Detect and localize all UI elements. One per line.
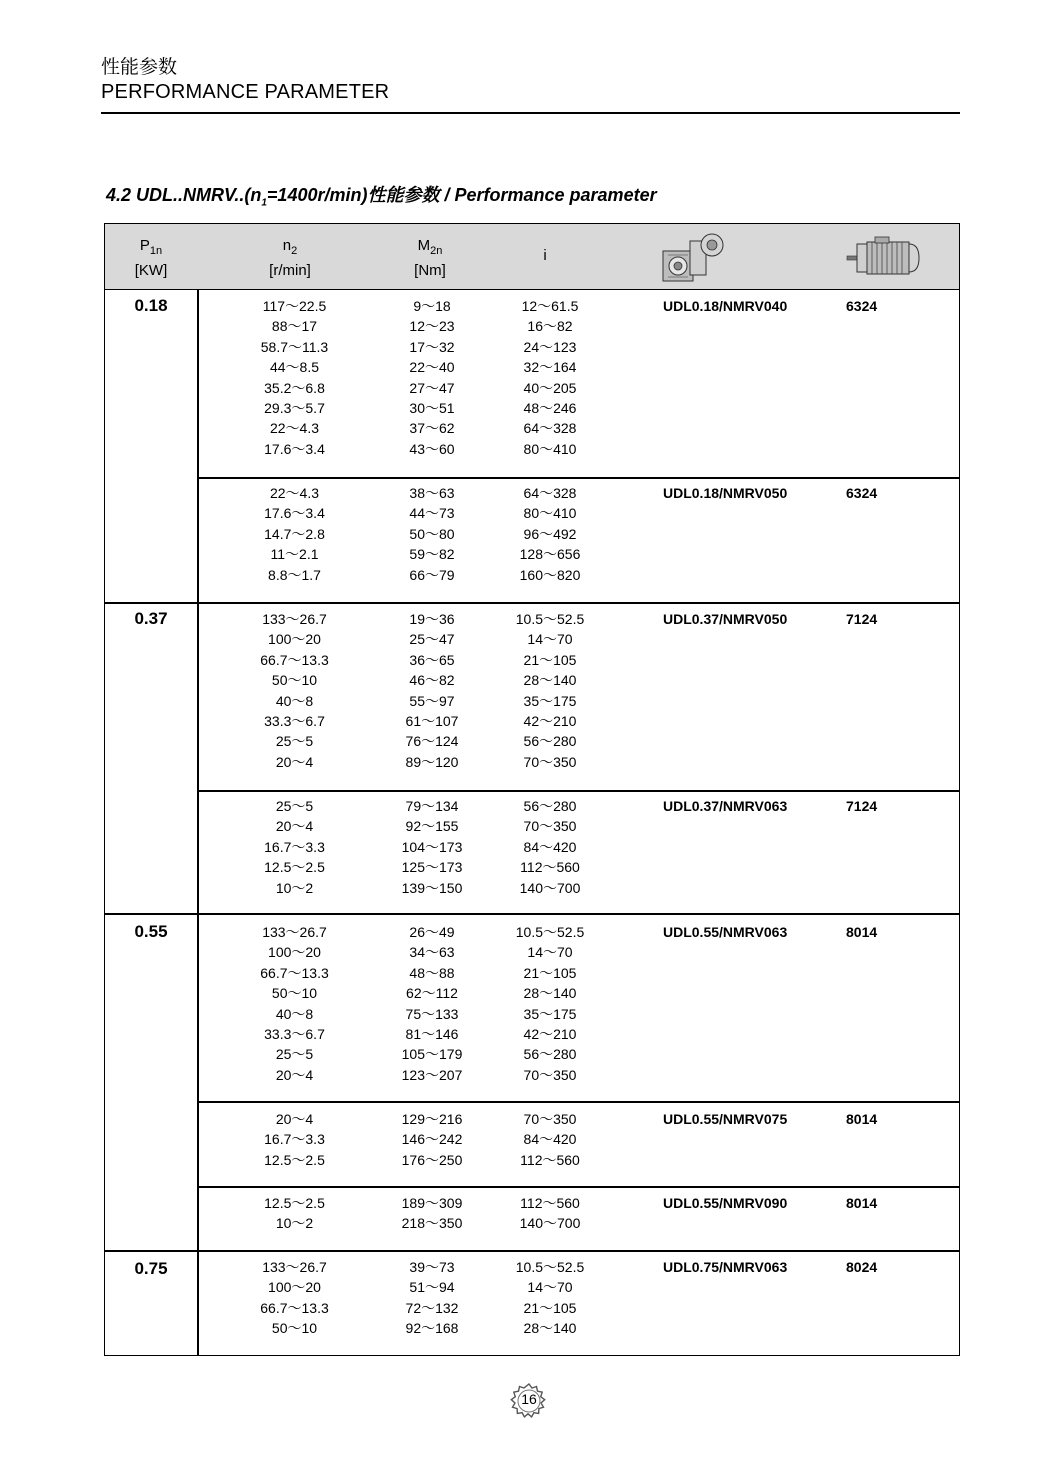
model-code: UDL0.55/NMRV075 bbox=[663, 1111, 788, 1127]
cell-value: 89～120 bbox=[405, 753, 459, 770]
cell-value: 25～5 bbox=[275, 1046, 314, 1063]
header-title-en: PERFORMANCE PARAMETER bbox=[101, 81, 390, 103]
cell-value: 29.3～5.7 bbox=[264, 400, 325, 417]
cell-value: 9～18 bbox=[413, 298, 451, 314]
model-code: UDL0.37/NMRV063 bbox=[663, 798, 788, 814]
group-divider bbox=[105, 1250, 959, 1252]
performance-table bbox=[104, 223, 960, 1356]
cell-value: 36～65 bbox=[409, 651, 455, 668]
cell-value: 51～94 bbox=[409, 1279, 455, 1296]
speed-values bbox=[237, 1193, 352, 1234]
motor-code: 8024 bbox=[846, 1259, 878, 1275]
cell-value: 92～155 bbox=[405, 818, 459, 835]
cell-value: 66～79 bbox=[409, 566, 455, 583]
power-value: 0.18 bbox=[134, 296, 168, 315]
cell-value: 72～132 bbox=[405, 1299, 459, 1316]
cell-value: 14.7～2.8 bbox=[264, 525, 325, 542]
cell-value: 50～80 bbox=[409, 525, 455, 542]
speed-values bbox=[237, 796, 352, 898]
cell-value: 12.5～2.5 bbox=[264, 1195, 325, 1211]
cell-value: 17～32 bbox=[409, 338, 455, 355]
header-torque-main: M bbox=[417, 237, 431, 254]
speed-values bbox=[237, 483, 352, 585]
row-divider bbox=[197, 477, 959, 479]
section-title-prefix: 4.2 UDL..NMRV..(n bbox=[106, 185, 262, 205]
cell-value: 25～5 bbox=[275, 733, 314, 750]
cell-value: 37～62 bbox=[409, 420, 455, 437]
cell-value: 10.5～52.5 bbox=[515, 1259, 585, 1275]
cell-value: 40～8 bbox=[275, 692, 314, 709]
ratio-values bbox=[495, 296, 605, 459]
section-title-tail: / Performance parameter bbox=[439, 185, 657, 205]
cell-value: 16.7～3.3 bbox=[264, 1131, 325, 1148]
cell-value: 42～210 bbox=[523, 1026, 577, 1043]
cell-value: 70～350 bbox=[523, 753, 577, 770]
cell-value: 140～700 bbox=[519, 1215, 581, 1232]
header-power-unit: [KW] bbox=[134, 262, 168, 279]
torque-values bbox=[377, 483, 487, 585]
motor-code: 8014 bbox=[846, 1195, 878, 1211]
ratio-values bbox=[495, 483, 605, 585]
cell-value: 66.7～13.3 bbox=[260, 651, 329, 668]
motor-code: 8014 bbox=[846, 1111, 878, 1127]
row-divider bbox=[197, 1101, 959, 1103]
cell-value: 100～20 bbox=[268, 631, 321, 648]
cell-value: 123～207 bbox=[401, 1066, 463, 1083]
cell-value: 189～309 bbox=[401, 1195, 463, 1211]
model-code: UDL0.18/NMRV050 bbox=[663, 485, 788, 501]
cell-value: 70～350 bbox=[523, 1066, 577, 1083]
cell-value: 160～820 bbox=[519, 566, 581, 583]
cell-value: 48～246 bbox=[523, 400, 577, 417]
model-code: UDL0.37/NMRV050 bbox=[663, 611, 788, 627]
header-torque-sub: 2n bbox=[430, 245, 443, 257]
cell-value: 40～205 bbox=[523, 379, 577, 396]
cell-value: 81～146 bbox=[405, 1026, 459, 1043]
cell-value: 35～175 bbox=[523, 1005, 577, 1022]
cell-value: 100～20 bbox=[268, 944, 321, 961]
speed-values bbox=[237, 609, 352, 772]
cell-value: 96～492 bbox=[523, 525, 577, 542]
torque-values bbox=[377, 609, 487, 772]
cell-value: 58.7～11.3 bbox=[260, 338, 329, 355]
torque-values bbox=[377, 1193, 487, 1234]
cell-value: 70～350 bbox=[523, 1111, 577, 1127]
cell-value: 80～410 bbox=[523, 505, 577, 522]
header-title-cn: 性能参数 bbox=[101, 56, 178, 78]
cell-value: 66.7～13.3 bbox=[260, 1299, 329, 1316]
cell-value: 62～112 bbox=[406, 985, 458, 1002]
group-divider bbox=[105, 602, 959, 604]
cell-value: 59～82 bbox=[409, 546, 455, 563]
torque-values bbox=[377, 1109, 487, 1170]
section-title bbox=[106, 181, 657, 209]
row-divider bbox=[197, 790, 959, 792]
cell-value: 25～47 bbox=[409, 631, 455, 648]
cell-value: 100～20 bbox=[268, 1279, 321, 1296]
header-speed-main: n bbox=[282, 237, 292, 254]
cell-value: 146～242 bbox=[401, 1131, 463, 1148]
cell-value: 92～168 bbox=[405, 1320, 459, 1337]
section-title-cn: 性能参数 bbox=[367, 185, 440, 206]
torque-values bbox=[377, 796, 487, 898]
cell-value: 11～2.1 bbox=[270, 546, 319, 563]
cell-value: 139～150 bbox=[401, 879, 463, 896]
model-code: UDL0.75/NMRV063 bbox=[663, 1259, 788, 1275]
cell-value: 22～4.3 bbox=[269, 485, 320, 501]
motor-code: 8014 bbox=[846, 924, 878, 940]
cell-value: 20～4 bbox=[275, 1066, 314, 1083]
header-torque bbox=[375, 236, 485, 281]
cell-value: 50～10 bbox=[271, 985, 318, 1002]
cell-value: 43～60 bbox=[409, 440, 455, 457]
speed-values bbox=[237, 1257, 352, 1339]
section-title-suffix: =1400r/min) bbox=[266, 185, 368, 205]
cell-value: 70～350 bbox=[523, 818, 577, 835]
power-column-divider bbox=[197, 290, 199, 1355]
ratio-values bbox=[495, 1257, 605, 1339]
cell-value: 42～210 bbox=[523, 713, 577, 730]
cell-value: 56～280 bbox=[523, 733, 577, 750]
cell-value: 10.5～52.5 bbox=[515, 611, 585, 627]
ratio-values bbox=[495, 1109, 605, 1170]
cell-value: 34～63 bbox=[409, 944, 455, 961]
cell-value: 133～26.7 bbox=[262, 1259, 327, 1275]
torque-values bbox=[377, 1257, 487, 1339]
cell-value: 27～47 bbox=[409, 379, 455, 396]
cell-value: 20～4 bbox=[275, 1111, 314, 1127]
cell-value: 16～82 bbox=[527, 318, 573, 335]
cell-value: 12.5～2.5 bbox=[264, 1151, 325, 1168]
cell-value: 24～123 bbox=[523, 338, 577, 355]
section-title-sub: 1 bbox=[261, 197, 267, 209]
cell-value: 88～17 bbox=[271, 318, 318, 335]
cell-value: 112～560 bbox=[520, 1195, 580, 1211]
page-number: 16 bbox=[521, 1391, 537, 1407]
cell-value: 48～88 bbox=[409, 964, 455, 981]
cell-value: 40～8 bbox=[275, 1005, 314, 1022]
cell-value: 133～26.7 bbox=[262, 611, 327, 627]
cell-value: 30～51 bbox=[409, 400, 455, 417]
speed-values bbox=[237, 1109, 352, 1170]
cell-value: 56～280 bbox=[523, 798, 577, 814]
cell-value: 12～61.5 bbox=[521, 298, 579, 314]
cell-value: 112～560 bbox=[520, 1151, 580, 1168]
cell-value: 39～73 bbox=[409, 1259, 455, 1275]
cell-value: 8.8～1.7 bbox=[268, 566, 321, 583]
cell-value: 44～8.5 bbox=[269, 359, 320, 376]
cell-value: 105～179 bbox=[401, 1046, 463, 1063]
cell-value: 46～82 bbox=[409, 672, 455, 689]
cell-value: 218～350 bbox=[401, 1215, 463, 1232]
cell-value: 79～134 bbox=[405, 798, 459, 814]
header-ratio: i bbox=[543, 247, 547, 264]
speed-values bbox=[237, 922, 352, 1085]
cell-value: 66.7～13.3 bbox=[260, 964, 329, 981]
cell-value: 35～175 bbox=[523, 692, 577, 709]
motor-code: 6324 bbox=[846, 485, 878, 501]
cell-value: 21～105 bbox=[523, 1299, 577, 1316]
cell-value: 17.6～3.4 bbox=[264, 440, 325, 457]
cell-value: 125～173 bbox=[401, 859, 463, 876]
cell-value: 26～49 bbox=[409, 924, 455, 940]
cell-value: 104～173 bbox=[401, 838, 463, 855]
table-header bbox=[105, 224, 959, 290]
cell-value: 75～133 bbox=[405, 1005, 459, 1022]
cell-value: 128～656 bbox=[519, 546, 581, 563]
cell-value: 50～10 bbox=[271, 1320, 318, 1337]
cell-value: 21～105 bbox=[523, 964, 577, 981]
cell-value: 44～73 bbox=[409, 505, 455, 522]
cell-value: 140～700 bbox=[519, 879, 581, 896]
cell-value: 32～164 bbox=[523, 359, 577, 376]
cell-value: 10～2 bbox=[275, 879, 314, 896]
cell-value: 14～70 bbox=[527, 1279, 573, 1296]
torque-values bbox=[377, 296, 487, 459]
header-speed-unit: [r/min] bbox=[269, 262, 311, 279]
cell-value: 10～2 bbox=[275, 1215, 314, 1232]
model-code: UDL0.18/NMRV040 bbox=[663, 298, 788, 314]
ratio-values bbox=[495, 796, 605, 898]
header-torque-unit: [Nm] bbox=[414, 262, 446, 279]
cell-value: 84～420 bbox=[523, 1131, 577, 1148]
cell-value: 10.5～52.5 bbox=[515, 924, 585, 940]
power-value: 0.55 bbox=[134, 922, 168, 941]
cell-value: 12.5～2.5 bbox=[264, 859, 325, 876]
cell-value: 64～328 bbox=[523, 420, 577, 437]
cell-value: 35.2～6.8 bbox=[264, 379, 325, 396]
cell-value: 129～216 bbox=[401, 1111, 463, 1127]
cell-value: 84～420 bbox=[523, 838, 577, 855]
motor-code: 6324 bbox=[846, 298, 878, 314]
header-power bbox=[105, 236, 197, 281]
cell-value: 64～328 bbox=[523, 485, 577, 501]
cell-value: 17.6～3.4 bbox=[264, 505, 325, 522]
ratio-values bbox=[495, 922, 605, 1085]
cell-value: 80～410 bbox=[523, 440, 577, 457]
cell-value: 50～10 bbox=[271, 672, 318, 689]
cell-value: 14～70 bbox=[527, 944, 573, 961]
ratio-values bbox=[495, 1193, 605, 1234]
cell-value: 28～140 bbox=[523, 985, 577, 1002]
motor-code: 7124 bbox=[846, 798, 878, 814]
model-code: UDL0.55/NMRV090 bbox=[663, 1195, 788, 1211]
cell-value: 56～280 bbox=[523, 1046, 577, 1063]
ratio-values bbox=[495, 609, 605, 772]
cell-value: 20～4 bbox=[275, 753, 314, 770]
page-number-badge bbox=[510, 1382, 548, 1420]
cell-value: 176～250 bbox=[401, 1151, 463, 1168]
cell-value: 55～97 bbox=[409, 692, 455, 709]
header-speed bbox=[235, 236, 345, 281]
cell-value: 22～4.3 bbox=[269, 420, 320, 437]
cell-value: 38～63 bbox=[409, 485, 455, 501]
power-value: 0.37 bbox=[134, 609, 168, 628]
cell-value: 61～107 bbox=[405, 713, 459, 730]
cell-value: 12～23 bbox=[409, 318, 455, 335]
cell-value: 19～36 bbox=[409, 611, 455, 627]
cell-value: 33.3～6.7 bbox=[264, 1026, 325, 1043]
cell-value: 25～5 bbox=[275, 798, 314, 814]
header-power-sub: 1n bbox=[149, 245, 163, 257]
cell-value: 76～124 bbox=[405, 733, 459, 750]
model-code: UDL0.55/NMRV063 bbox=[663, 924, 788, 940]
torque-values bbox=[377, 922, 487, 1085]
cell-value: 33.3～6.7 bbox=[264, 713, 325, 730]
speed-values bbox=[237, 296, 352, 459]
cell-value: 22～40 bbox=[409, 359, 455, 376]
group-divider bbox=[105, 913, 959, 915]
row-divider bbox=[197, 1186, 959, 1188]
header-rule bbox=[101, 112, 960, 114]
motor-icon bbox=[845, 236, 925, 280]
cell-value: 16.7～3.3 bbox=[264, 838, 325, 855]
cell-value: 112～560 bbox=[520, 859, 580, 876]
gear-reducer-icon bbox=[660, 229, 730, 285]
cell-value: 133～26.7 bbox=[262, 924, 327, 940]
cell-value: 117～22.5 bbox=[262, 298, 327, 314]
header-power-main: P bbox=[139, 237, 150, 254]
cell-value: 28～140 bbox=[523, 1320, 577, 1337]
motor-code: 7124 bbox=[846, 611, 878, 627]
power-value: 0.75 bbox=[134, 1259, 168, 1278]
cell-value: 28～140 bbox=[523, 672, 577, 689]
cell-value: 20～4 bbox=[275, 818, 314, 835]
cell-value: 21～105 bbox=[523, 651, 577, 668]
header-speed-sub: 2 bbox=[291, 245, 298, 257]
cell-value: 14～70 bbox=[527, 631, 573, 648]
